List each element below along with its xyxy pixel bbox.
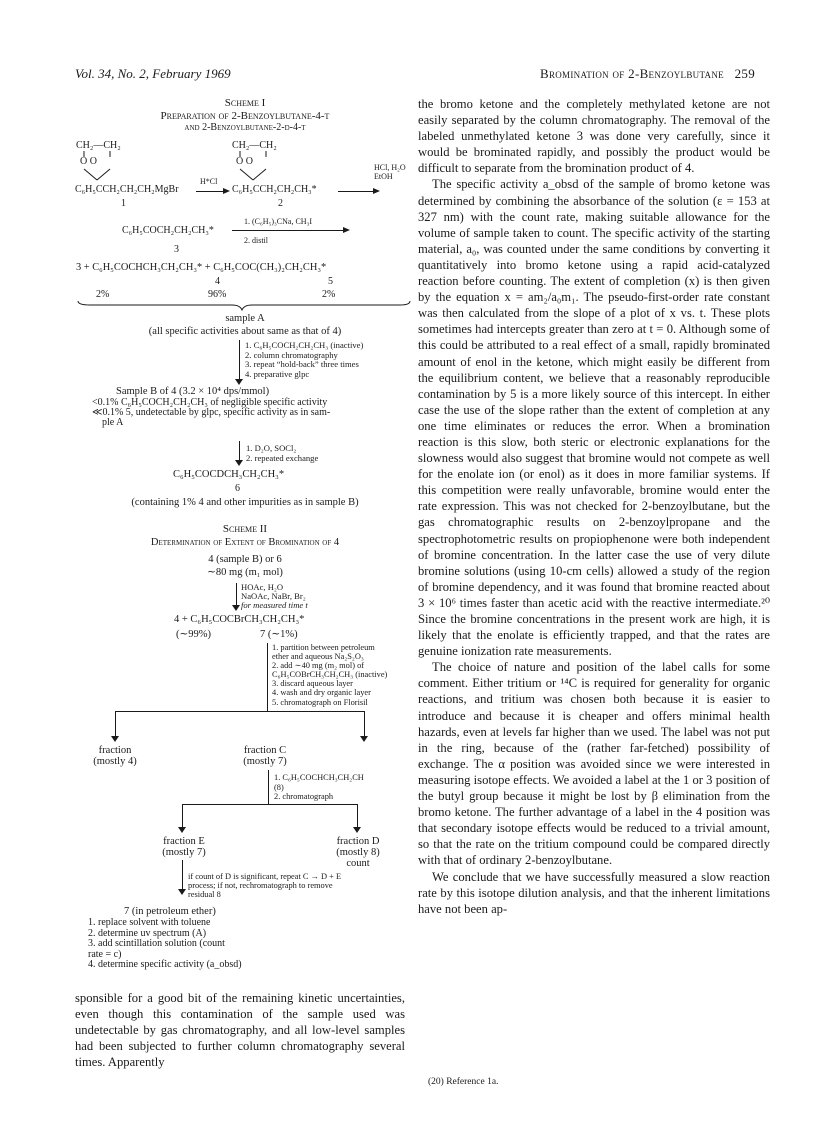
- bromination-condition: for measured time t: [241, 600, 308, 610]
- split-line-1: [115, 711, 365, 712]
- compound-number-2: 2: [278, 198, 283, 209]
- branch-a-arrow: [111, 736, 119, 742]
- workup-step: C₆H₅COBrCH₃CH₂CH₃ (inactive): [272, 670, 388, 680]
- reagent-hcl-water: HCl, H₂O: [374, 163, 406, 172]
- fraction-c-step: (8): [274, 782, 284, 792]
- fraction-d-line3: count: [346, 858, 370, 869]
- sample-a-label: sample A: [225, 313, 265, 324]
- bromination-condition: NaOAc, NaBr, Br₂: [241, 591, 306, 601]
- percent-99: (∼99%): [176, 629, 212, 640]
- workup-step: 2. add ∼40 mg (m₂ mol) of: [272, 661, 365, 671]
- sample-b-note-2: ≪0.1% 5, undetectable by glpc, specific activity as in sam-: [92, 407, 331, 418]
- methylation-step-2: 2. distil: [244, 236, 269, 245]
- final-step: rate = c): [88, 948, 122, 960]
- page-number: 259: [734, 66, 755, 81]
- fraction-d-line2: (mostly 8): [336, 847, 380, 858]
- fraction-c-line2: (mostly 7): [243, 756, 287, 767]
- branch-e-arrow: [178, 827, 186, 833]
- percent-3: 2%: [96, 289, 110, 300]
- workup-step: 5. chromatograph on Florisil: [272, 697, 368, 707]
- repeat-note: [188, 872, 341, 899]
- fraction-c-step: 2. chromatograph: [274, 792, 334, 801]
- product-7-label: 7 (∼1%): [260, 629, 298, 640]
- deuterated-note: (containing 1% 4 and other impurities as in sample B): [131, 497, 359, 508]
- final-step: 2. determine uv spectrum (A): [88, 927, 207, 939]
- scheme-1-title-line1: Preparation of 2-Benzoylbutane-4-t: [160, 110, 330, 122]
- sample-a-note: (all specific activities about same as that of 4): [148, 326, 342, 337]
- footnote-20: (20) Reference 1a.: [428, 1077, 499, 1087]
- final-step: 3. add scintillation solution (count: [88, 938, 225, 950]
- fraction-e-line1: fraction E: [163, 836, 205, 847]
- starting-material-line2: ∼80 mg (m₁ mol): [207, 567, 283, 578]
- final-step: 4. determine specific activity (a_obsd): [88, 959, 242, 971]
- branch-d-line: [357, 804, 358, 828]
- running-title-header: [540, 66, 755, 82]
- repeat-note-line: residual 8: [188, 890, 221, 899]
- protected-ketone-2: C₆H₅CCH₂CH₂CH₃*: [232, 184, 317, 195]
- workup-step: 1. partition between petroleum: [272, 643, 375, 652]
- workup-arrow-shaft: [267, 643, 268, 711]
- starting-material-line1: 4 (sample B) or 6: [208, 554, 282, 565]
- body-paragraph: The specific activity a_obsd of the sample of bromo ketone was determined by combining the absorbance of the solution (ε = 153 at 327 nm) with the count rate, making suitable allowance for the volume of sample taken to count. The specific activity of the starting material, a₀, was counted under the same conditions by converting it quantitatively into bromo ketone using a rapid acid-catalyzed reaction before counting. The extent of completion (x) is then given by the equation x = am₂/a₀m₁. The pseudo-first-order rate constant was then calculated from the slope of a plot of x vs. t. These plots sometimes had intercepts greater than zero at t = 0. Although some of this could be attributed to a real effect of a small, rapidly brominated amount of enol in the ketone, which might easily be different from the equilibrium content, we believe that a reasonably reproducible contamination by 5 is a more likely source of this intercept. In either case the use of the slope rather than the extent of completion at any one time eliminates or reduces the error. When a bromination reaction is this slow, both steric or electronic explanations for the slowness would also suggest that bromine would not compete as well for the enolate ion (or enol) as it does in more familiar systems. If this competition were really unfavorable, bromine would enter the rate expression. This was not checked for 2-benzoylbutane, but the gas chromatographic results on 2-benzoylpropane and the spectrophotometric results on propiophenone were both independent of bromine concentration. In the latter case the use of very dilute bromine solutions (using 10-cm cells) allowed a study of the region of bromine dependency, and it was found that bromine reacted about 3 × 10⁶ times faster than acetic acid with the reactive intermediate.²⁰ Since the bromine concentrations in the present work are high, it is likely that the enolate is efficiently trapped, and that the rates are genuine ionization rate measurements.: [418, 177, 770, 659]
- final-steps: [88, 918, 242, 971]
- fraction-d-line1: fraction D: [336, 836, 380, 847]
- compound-number-6: 6: [235, 483, 240, 494]
- right-column-body: [418, 96, 770, 917]
- bromination-conditions: [241, 583, 308, 610]
- deuterated-compound: C₆H₅COCDCH₃CH₂CH₃*: [173, 469, 285, 480]
- fraction-c-step: 1. C₆H₅COCHCH₃CH₂CH: [274, 773, 364, 782]
- sample-b-note-3: ple A: [102, 417, 124, 428]
- fraction-c-arrow-shaft: [268, 770, 269, 804]
- exchange-arrow-head: [235, 460, 243, 466]
- purification-step: 1. C₆H₅COCH₂CH₂CH₃ (inactive): [245, 340, 364, 350]
- running-title: Bromination of 2-Benzoylbutane: [539, 66, 724, 81]
- arrow-3-head: [343, 227, 350, 233]
- compound-number-3: 3: [174, 244, 179, 255]
- fraction-c-line1: fraction C: [243, 745, 287, 756]
- repeat-note-line: if count of D is significant, repeat C → D + E: [188, 872, 342, 881]
- fraction-a-line2: (mostly 4): [93, 756, 137, 767]
- compound-number-5: 5: [328, 276, 333, 287]
- branch-d-arrow: [353, 827, 361, 833]
- body-paragraph: the bromo ketone and the completely methylated ketone are not easily separated by the column chromatography. The removal of the labeled unmethylated ketone 3 was done very carefully, since it would be brominated rapidly, and possibly the product would be difficult to separate from the bromination product of 4.: [418, 97, 770, 176]
- product-mixture: 3 + C₆H₅COCHCH₃CH₂CH₃* + C₆H₅COC(CH₃)₂CH₂CH₃*: [76, 262, 327, 273]
- compound-number-1: 1: [121, 198, 126, 209]
- percent-5: 2%: [322, 289, 336, 300]
- exchange-step: 2. repeated exchange: [246, 452, 319, 463]
- methylation-step-1: 1. (C₆H₅)₃CNa, CH₃I: [244, 217, 313, 226]
- ring-left-oxygens: O O: [80, 156, 97, 167]
- final-product-label: 7 (in petroleum ether): [124, 906, 216, 917]
- reagent-ethanol: EtOH: [374, 172, 393, 181]
- fraction-c-steps: [274, 773, 364, 802]
- exchange-steps: [246, 444, 318, 463]
- bromination-arrow-shaft: [236, 583, 237, 606]
- split-line-2: [182, 804, 358, 805]
- scheme-1-label: Scheme I: [224, 97, 266, 109]
- branch-c-arrow: [360, 736, 368, 742]
- reagent-hcl-tritiated: H*Cl: [200, 177, 218, 186]
- bromination-condition: HOAc, H₂O: [241, 582, 284, 592]
- fraction-a-line1: fraction: [98, 745, 132, 756]
- repeat-note-line: process; if not, rechromatograph to remove: [188, 881, 333, 890]
- exchange-step: 1. D₂O, SOCl₂: [246, 443, 297, 453]
- exchange-arrow-shaft: [239, 441, 240, 461]
- percent-4: 96%: [208, 289, 227, 300]
- scheme-1-title-line2: and 2-Benzoylbutane-2-d-4-t: [184, 122, 306, 133]
- scheme-2-label: Scheme II: [222, 523, 268, 535]
- purification-steps: [245, 341, 363, 379]
- branch-c-line: [364, 711, 365, 737]
- body-paragraph: sponsible for a good bit of the remaining kinetic uncertainties, even though this contamination of the sample used was undetectable by gas chromatography, and all low-level samples had been subjected to further column chromatography several times. Apparently: [75, 991, 405, 1070]
- body-paragraph: The choice of nature and position of the label calls for some comment. Either tritium or ¹⁴C is required for generality for organic reactions, and tritium was chosen both because it is easier to introduce and because it is cheaper and offers minimal health hazards, even at levels far higher than we used. The label was not put in the ring, because of the (rather far-fetched) possibility of exchange. The α position was avoided since we were interested in measuring isotope effects. We avoided a label at the 1 or 3 position of the butyl group because it might be lost by β elimination from the bromo ketone. The further advantage of a label in the 4 position was that secondary isotope effects would be reduced to a trivial amount, so that the rate on the tritium compound could be compared directly with that of ordinary 2-benzoylbutane.: [418, 660, 770, 868]
- recycle-arrow-shaft: [182, 860, 183, 890]
- purification-arrow-shaft: [239, 340, 240, 380]
- workup-step: 3. discard aqueous layer: [272, 679, 353, 689]
- recycle-arrow-head: [178, 889, 186, 895]
- workup-step: 4. wash and dry organic layer: [272, 688, 371, 698]
- final-step: 1. replace solvent with toluene: [88, 917, 211, 928]
- compound-number-4: 4: [215, 276, 220, 287]
- grignard-compound: C₆H₅CCH₂CH₂CH₂MgBr: [75, 184, 179, 195]
- arrow-2-shaft: [338, 191, 374, 192]
- arrow-1-shaft: [196, 191, 224, 192]
- arrow-2-head: [373, 188, 380, 194]
- body-paragraph: We conclude that we have successfully measured a slow reaction rate by this isotope dilution analysis, and that the inherent limitations have not been ap-: [418, 869, 770, 916]
- branch-e-line: [182, 804, 183, 828]
- arrow-3-shaft: [232, 230, 344, 231]
- fraction-e-line2: (mostly 7): [162, 847, 206, 858]
- left-column-body: [75, 990, 405, 1070]
- arrow-1-head: [223, 188, 230, 194]
- sample-b-note-1: <0.1% C₆H₅COCH₂CH₂CH₃ of negligible specific activity: [92, 397, 328, 408]
- scheme-2-title: Determination of Extent of Bromination of 4: [150, 537, 340, 548]
- purification-arrow-head: [235, 379, 243, 385]
- workup-steps: [272, 643, 387, 707]
- ring-left-formula: CH₂—CH₂: [76, 140, 121, 151]
- branch-a-line: [115, 711, 116, 737]
- purification-step: 4. preparative glpc: [245, 368, 310, 379]
- journal-volume-header: Vol. 34, No. 2, February 1969: [75, 66, 231, 81]
- ring-right-formula: CH₂—CH₂: [232, 140, 277, 151]
- workup-step: ether and aqueous Na₂S₂O₃: [272, 652, 364, 662]
- ring-right-oxygens: O O: [236, 156, 253, 167]
- bromination-arrow-head: [232, 605, 240, 611]
- purification-step: 2. column chromatography: [245, 349, 338, 360]
- ketone-formula: C₆H₅COCH₂CH₂CH₃*: [122, 225, 214, 236]
- sample-b-label: Sample B of 4 (3.2 × 10⁴ dps/mmol): [116, 386, 270, 397]
- bromination-products: 4 + C₆H₅COCBrCH₃CH₂CH₃*: [174, 614, 305, 625]
- purification-step: 3. repeat “hold-back” three times: [245, 359, 359, 369]
